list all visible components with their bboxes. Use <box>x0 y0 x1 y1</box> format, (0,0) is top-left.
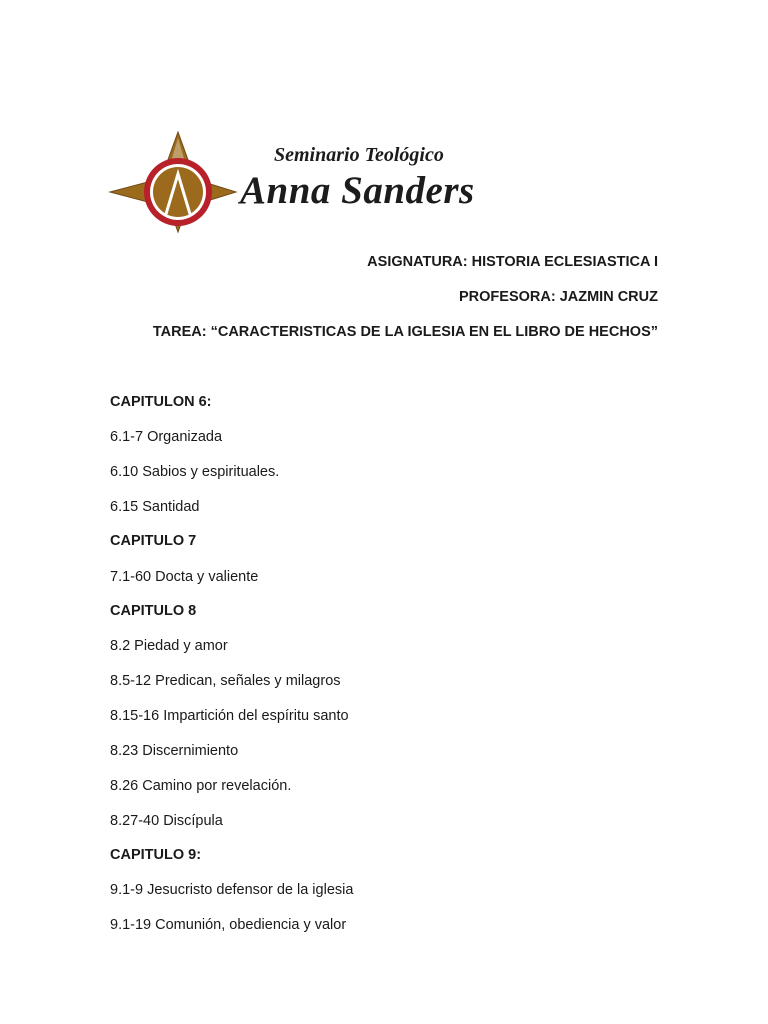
verse-item: 6.1-7 Organizada <box>110 429 223 445</box>
verse-item: 6.10 Sabios y espirituales. <box>110 464 280 480</box>
subject-line: ASIGNATURA: HISTORIA ECLESIASTICA I <box>367 254 658 270</box>
verse-item: 7.1-60 Docta y valiente <box>110 569 259 585</box>
verse-item: 8.2 Piedad y amor <box>110 638 228 654</box>
teacher-line: PROFESORA: JAZMIN CRUZ <box>459 289 658 305</box>
verse-item: 8.15-16 Impartición del espíritu santo <box>110 708 349 724</box>
verse-item: 8.26 Camino por revelación. <box>110 778 292 794</box>
verse-item: 8.23 Discernimiento <box>110 743 239 759</box>
logo-title-line: Seminario Teológico <box>274 144 444 166</box>
chapter-heading: CAPITULO 9: <box>110 847 202 863</box>
chapter-heading: CAPITULO 7 <box>110 533 197 549</box>
chapter-heading: CAPITULON 6: <box>110 394 212 410</box>
seminary-logo <box>108 130 508 236</box>
verse-item: 8.27-40 Discípula <box>110 813 223 829</box>
chapter-heading: CAPITULO 8 <box>110 603 197 619</box>
task-line: TAREA: “CARACTERISTICAS DE LA IGLESIA EN EL LIBRO DE HECHOS” <box>152 324 658 340</box>
verse-item: 9.1-9 Jesucristo defensor de la iglesia <box>110 882 354 898</box>
logo-name-line: Anna Sanders <box>240 169 475 212</box>
verse-item: 6.15 Santidad <box>110 499 200 515</box>
verse-item: 8.5-12 Predican, señales y milagros <box>110 673 341 689</box>
verse-item: 9.1-19 Comunión, obediencia y valor <box>110 917 347 933</box>
compass-emblem-icon <box>108 130 238 236</box>
